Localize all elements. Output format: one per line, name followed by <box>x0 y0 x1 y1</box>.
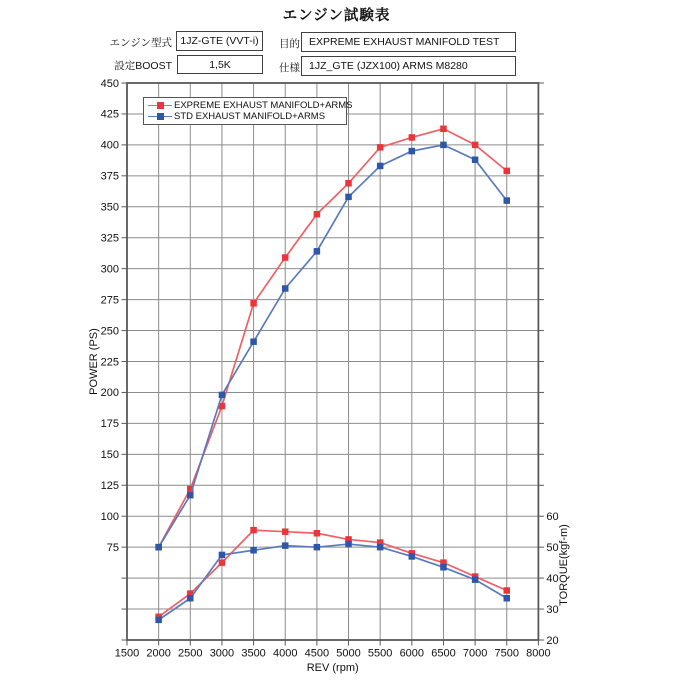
power-tick-label: 250 <box>100 325 119 338</box>
series-line-std-torque <box>159 544 507 620</box>
power-tick-label: 400 <box>100 139 119 152</box>
data-point-std-torque <box>314 544 321 551</box>
data-point-expreme-power <box>250 300 256 307</box>
rev-axis-title: REV (rpm) <box>306 662 359 674</box>
series-line-expreme-power <box>159 129 507 547</box>
data-point-std-torque <box>219 552 226 559</box>
rev-tick-label: 8000 <box>526 647 551 660</box>
data-point-std-torque <box>377 544 384 551</box>
torque-tick-label: 40 <box>546 572 559 585</box>
purpose-value: EXPREME EXHAUST MANIFOLD TEST <box>309 36 500 48</box>
rev-tick-label: 3000 <box>209 647 235 660</box>
spec-box <box>301 56 516 76</box>
series-line-expreme-torque <box>159 530 507 617</box>
data-point-std-power <box>282 285 289 292</box>
data-point-std-power <box>187 492 194 499</box>
rev-tick-label: 4000 <box>272 647 298 660</box>
data-point-std-torque <box>472 576 479 583</box>
engine-type-box <box>176 31 263 51</box>
rev-tick-label: 7500 <box>494 647 519 660</box>
data-point-expreme-torque <box>282 528 289 535</box>
chart-legend <box>143 97 353 125</box>
data-point-expreme-power <box>314 211 321 218</box>
power-axis-title: POWER (PS) <box>88 328 100 395</box>
power-tick-label: 175 <box>100 418 119 431</box>
spec-label: 仕様 <box>279 62 300 74</box>
torque-tick-label: 60 <box>546 511 559 524</box>
data-point-std-torque <box>345 541 352 548</box>
legend-item-std <box>147 111 343 122</box>
purpose-label: 目的 <box>279 38 300 50</box>
data-point-std-torque <box>409 553 416 560</box>
legend-marker-std-icon <box>147 112 174 121</box>
rev-tick-label: 2000 <box>146 647 171 660</box>
power-tick-label: 150 <box>100 449 119 462</box>
data-point-expreme-power <box>440 126 447 133</box>
data-point-std-torque <box>187 595 194 602</box>
data-point-expreme-torque <box>314 530 321 537</box>
data-point-expreme-power <box>377 144 384 151</box>
data-point-expreme-power <box>409 134 416 141</box>
power-tick-label: 350 <box>100 201 119 214</box>
legend-label-std: STD EXHAUST MANIFOLD+ARMS <box>174 111 326 122</box>
power-tick-label: 125 <box>100 480 119 493</box>
purpose-box <box>301 32 516 52</box>
data-point-expreme-torque <box>250 527 256 534</box>
data-point-std-power <box>377 163 384 170</box>
data-point-std-torque <box>155 617 162 624</box>
legend-item-expreme <box>147 100 353 111</box>
rev-tick-label: 7000 <box>462 647 488 660</box>
torque-tick-label: 50 <box>546 541 559 554</box>
power-tick-label: 450 <box>100 77 119 90</box>
engine-type-value: 1JZ-GTE (VVT-i) <box>180 35 259 47</box>
power-tick-label: 200 <box>100 387 119 400</box>
power-tick-label: 325 <box>100 232 119 245</box>
power-tick-label: 300 <box>100 263 119 276</box>
power-tick-label: 375 <box>100 170 119 183</box>
data-point-std-power <box>409 148 416 155</box>
legend-label-expreme: EXPREME EXHAUST MANIFOLD+ARMS <box>174 100 353 111</box>
data-point-std-torque <box>504 595 511 602</box>
rev-tick-label: 4500 <box>304 647 330 660</box>
data-point-std-power <box>345 194 352 201</box>
torque-axis-title: TORQUE(kgf-m) <box>558 524 570 606</box>
power-tick-label: 275 <box>100 294 119 307</box>
page-title: エンジン試験表 <box>282 8 391 24</box>
rev-tick-label: 1500 <box>114 647 140 660</box>
data-point-std-power <box>314 248 321 255</box>
engine-type-label: エンジン型式 <box>109 37 172 49</box>
rev-tick-label: 2500 <box>178 647 203 660</box>
torque-tick-label: 30 <box>546 603 559 616</box>
data-point-std-torque <box>440 564 447 571</box>
data-point-expreme-torque <box>504 587 511 594</box>
data-point-std-power <box>155 544 162 551</box>
spec-value: 1JZ_GTE (JZX100) ARMS M8280 <box>309 60 468 72</box>
data-point-expreme-power <box>345 180 352 187</box>
data-point-expreme-torque <box>219 559 226 566</box>
power-tick-label: 225 <box>100 356 119 369</box>
rev-tick-label: 6500 <box>431 647 456 660</box>
series-line-std-power <box>159 145 507 547</box>
data-point-expreme-power <box>504 168 511 175</box>
data-point-std-power <box>250 338 256 345</box>
data-point-std-torque <box>282 542 289 549</box>
rev-tick-label: 5500 <box>367 647 393 660</box>
rev-tick-label: 3500 <box>241 647 266 660</box>
data-point-std-power <box>219 392 226 399</box>
torque-tick-label: 20 <box>546 634 559 647</box>
rev-tick-label: 5000 <box>336 647 361 660</box>
boost-value: 1,5K <box>209 58 231 71</box>
data-point-std-power <box>472 156 479 163</box>
rev-tick-label: 6000 <box>399 647 425 660</box>
data-point-expreme-power <box>282 254 289 261</box>
data-point-std-power <box>504 197 511 204</box>
power-tick-label: 100 <box>100 511 119 524</box>
data-point-std-torque <box>250 547 256 554</box>
boost-label: 設定BOOST <box>114 60 172 72</box>
power-tick-label: 425 <box>100 108 119 121</box>
legend-marker-expreme-icon <box>147 101 174 110</box>
data-point-expreme-power <box>472 142 479 149</box>
data-point-std-power <box>440 142 447 149</box>
boost-box <box>177 55 263 74</box>
power-tick-label: 75 <box>106 541 119 554</box>
